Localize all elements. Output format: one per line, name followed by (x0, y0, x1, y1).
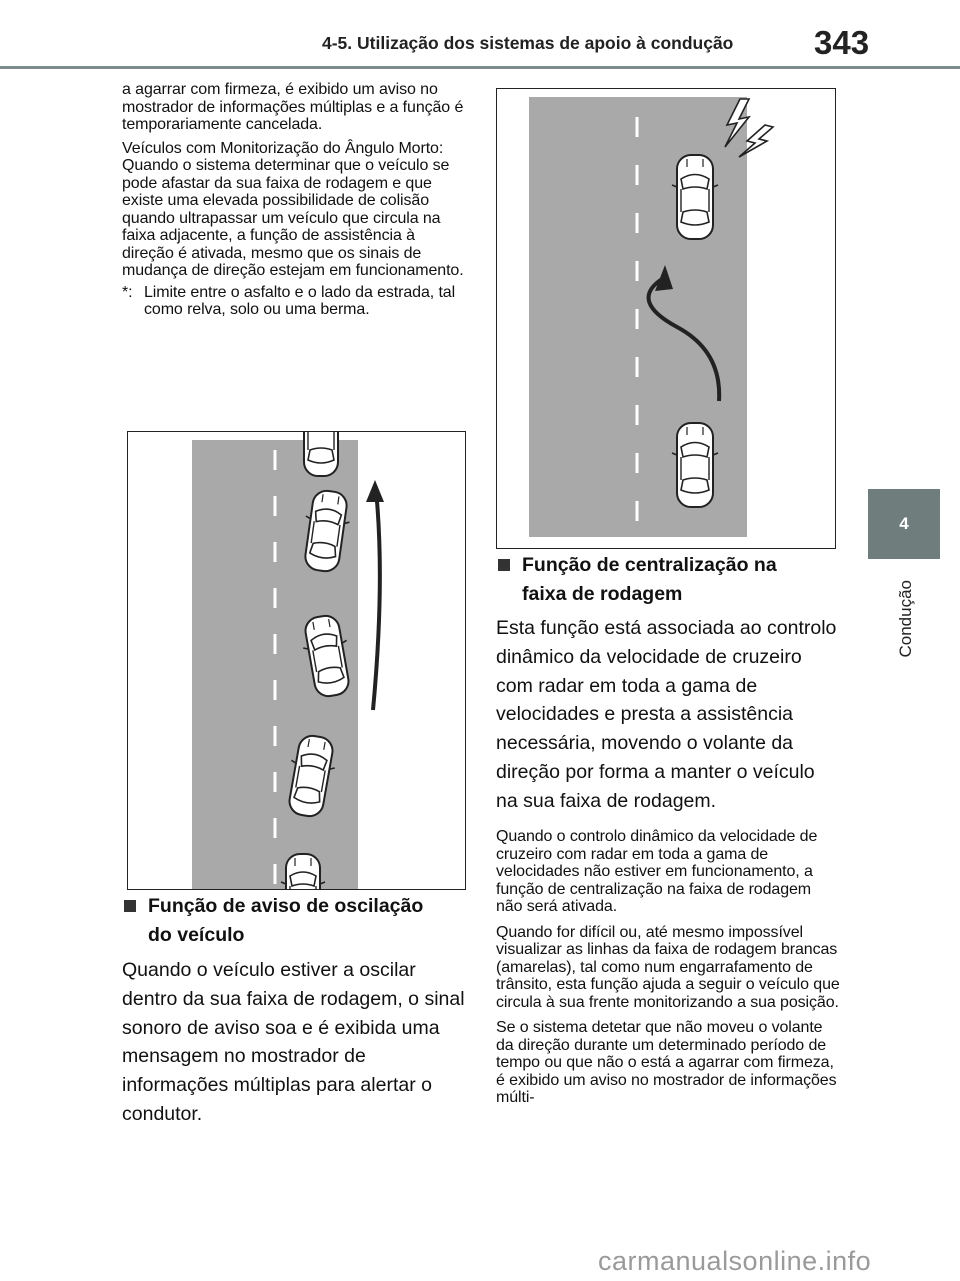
weaving-illustration (128, 432, 465, 889)
paragraph: Quando o controlo dinâmico da velocidade de cruzeiro com radar em toda a gama de velocidades não estiver em funcionamento, a função de centralização na faixa de rodagem não será ativada. (496, 828, 818, 915)
bullet-square-icon (498, 559, 510, 571)
chapter-label: Condução (896, 580, 915, 658)
left-column-text (122, 81, 470, 319)
section-body-centering: Esta função está associada ao controlo dinâmico da velocidade de cruzeiro com radar em toda a gama de velocidades e presta a assistência necessária, movendo o volante da direção por forma a manter o veículo na sua faixa de rodagem. (496, 617, 837, 812)
heading-line: do veículo (148, 923, 245, 946)
paragraph: a agarrar com firmeza, é exibido um aviso no mostrador de informações múltiplas e a função é temporariamente cancelada. (122, 81, 464, 133)
footnote-mark: *: (122, 283, 133, 301)
watermark: carmanualsonline.info (598, 1246, 872, 1276)
running-header: 4-5. Utilização dos sistemas de apoio à condução (322, 33, 734, 53)
footnote-text: Limite entre o asfalto e o lado da estrada, tal como relva, solo ou uma berma. (144, 283, 456, 318)
centering-illustration (497, 89, 835, 548)
paragraph: Quando for difícil ou, até mesmo impossível visualizar as linhas da faixa de rodagem brancas (amarelas), tal como num engarrafamento de trânsito, esta função ajuda a seguir o veículo que circula à sua frente monitorizando a sua posição. (496, 923, 840, 1011)
car-icon (672, 423, 718, 507)
footnote (122, 284, 470, 319)
paragraph: Se o sistema detetar que não moveu o volante da direção durante um determinado período de tempo ou que não o está a agarrar com firmeza, é exibido um aviso no mostrador de informações múlti- (496, 1019, 837, 1106)
heading-line: Função de aviso de oscilação (148, 895, 424, 917)
chapter-tab: 4 (868, 489, 940, 559)
figure-vehicle-weaving (127, 431, 466, 890)
car-icon (299, 432, 343, 476)
arrow-head-icon (366, 480, 384, 502)
heading-line: Função de centralização na (522, 554, 777, 576)
page-number: 343 (814, 24, 870, 61)
header-rule (0, 66, 960, 69)
right-column-notes (496, 828, 841, 1113)
section-body-weaving: Quando o veículo estiver a oscilar dentro da sua faixa de rodagem, o sinal sonoro de aviso soa e é exibida uma mensagem no mostrador de informações múltiplas para alertar o condutor. (122, 959, 465, 1125)
section-heading-weaving (122, 892, 467, 950)
figure-lane-centering (496, 88, 836, 549)
bullet-square-icon (124, 900, 136, 912)
paragraph: Veículos com Monitorização do Ângulo Morto: Quando o sistema determinar que o veículo se pode afastar da sua faixa de rodagem e que existe uma elevada possibilidade de colisão quando ultrapassar um veículo que circula na faixa adjacente, a função de assistência à direção é ativada, mesmo que os sinais de mudança de direção estejam em funcionamento. (122, 139, 464, 279)
arrow-path-icon (373, 490, 380, 710)
section-heading-centering (496, 551, 841, 609)
heading-line: faixa de rodagem (522, 582, 683, 605)
car-icon (672, 155, 718, 239)
